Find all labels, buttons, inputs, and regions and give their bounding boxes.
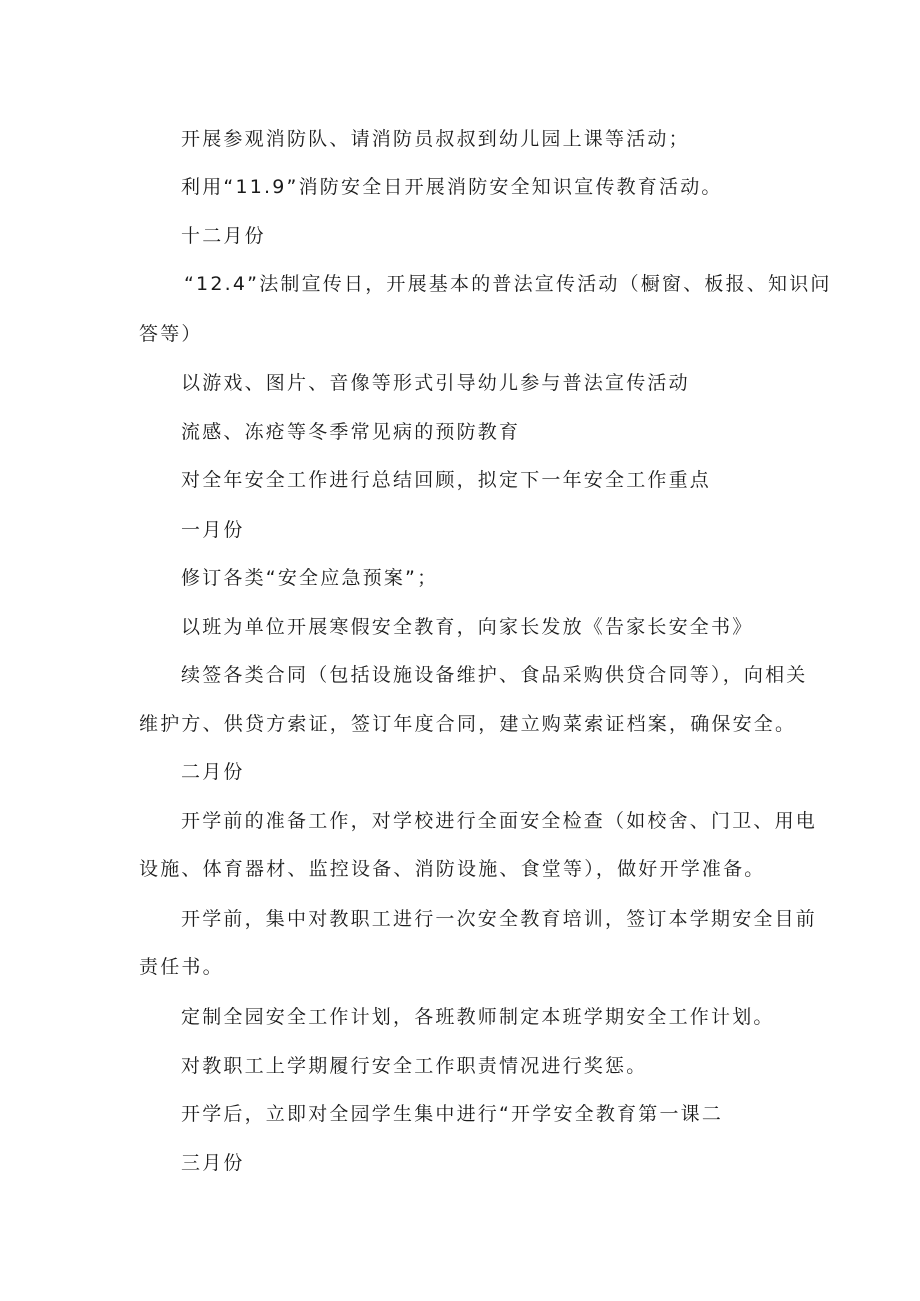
paragraph-pre-semester-check: 开学前的准备工作，对学校进行全面安全检查（如校舍、门卫、用电 <box>181 810 818 832</box>
paragraph-annual-summary: 对全年安全工作进行总结回顾，拟定下一年安全工作重点 <box>181 469 712 491</box>
paragraph-safety-plan: 定制全园安全工作计划，各班教师制定本班学期安全工作计划。 <box>181 1006 775 1028</box>
paragraph-winter-illness: 流感、冻疮等冬季常见病的预防教育 <box>181 421 521 443</box>
paragraph-fire-station-visit: 开展参观消防队、请消防员叔叔到幼儿园上课等活动； <box>181 128 690 150</box>
paragraph-contracts-continued: 维护方、供贷方索证，签订年度合同，建立购菜索证档案，确保安全。 <box>139 713 797 735</box>
heading-december: 十二月份 <box>181 225 266 247</box>
paragraph-staff-training: 开学前，集中对教职工进行一次安全教育培训，签订本学期安全目前 <box>181 908 818 930</box>
paragraph-winter-vacation: 以班为单位开展寒假安全教育，向家长发放《告家长安全书》 <box>181 616 754 638</box>
paragraph-pre-semester-check-continued: 设施、体育器材、监控设备、消防设施、食堂等），做好开学准备。 <box>139 858 766 880</box>
paragraph-contracts: 续签各类合同（包括设施设备维护、食品采购供贷合同等），向相关 <box>181 664 808 686</box>
paragraph-first-lesson: 开学后，立即对全园学生集中进行“开学安全教育第一课二 <box>181 1103 724 1125</box>
heading-january: 一月份 <box>181 519 245 541</box>
heading-march: 三月份 <box>181 1152 245 1174</box>
paragraph-legal-day-continued: 答等） <box>139 323 203 345</box>
heading-february: 二月份 <box>181 761 245 783</box>
paragraph-staff-training-continued: 责任书。 <box>139 956 224 978</box>
paragraph-fire-safety-day: 利用“11.9”消防安全日开展消防安全知识宣传教育活动。 <box>181 176 723 198</box>
paragraph-legal-day: “12.4”法制宣传日，开展基本的普法宣传活动（橱窗、板报、知识问 <box>184 273 832 295</box>
paragraph-rewards-penalties: 对教职工上学期履行安全工作职责情况进行奖惩。 <box>181 1055 648 1077</box>
paragraph-emergency-plans: 修订各类“安全应急预案”； <box>181 567 439 589</box>
paragraph-games-pictures: 以游戏、图片、音像等形式引导幼儿参与普法宣传活动 <box>181 372 690 394</box>
